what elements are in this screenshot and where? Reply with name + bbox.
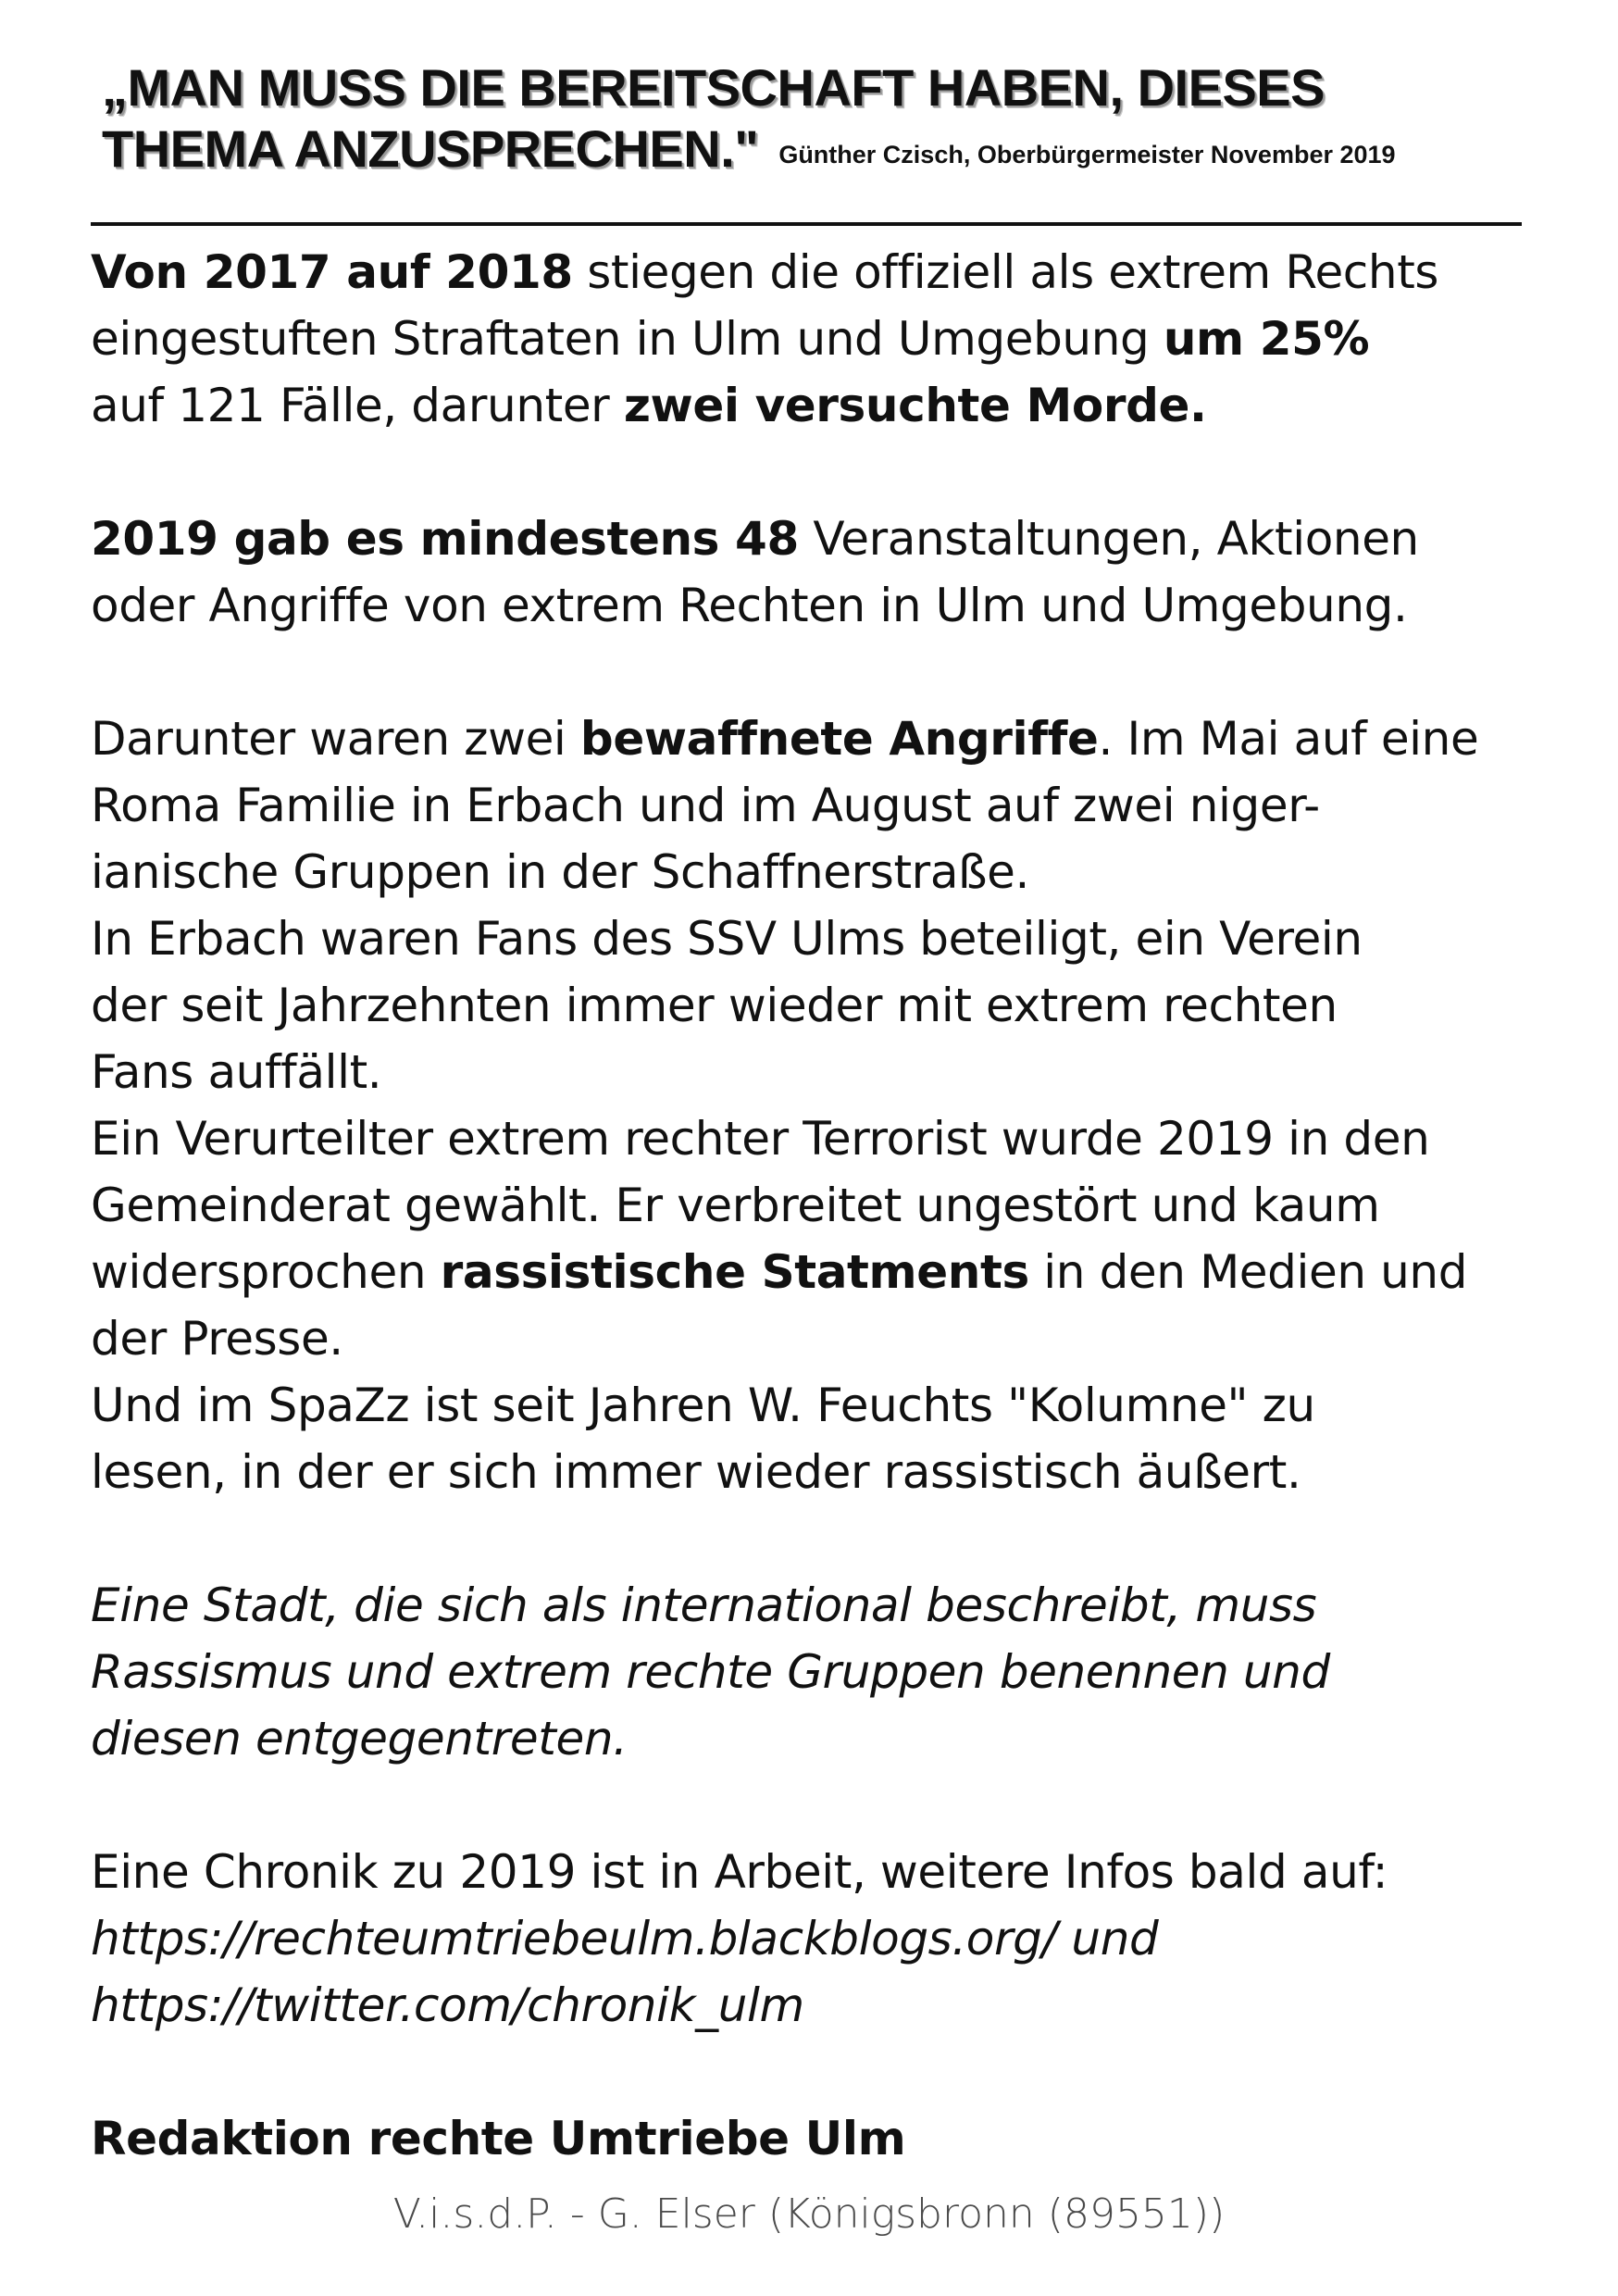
paragraph-gap (91, 639, 1553, 705)
text-line (91, 306, 1553, 372)
text-line: der Presse. (91, 1312, 343, 1366)
emphasis: um 25% (1163, 312, 1370, 366)
emphasis: bewaffnete Angriffe (579, 712, 1099, 766)
header-divider (91, 222, 1522, 226)
emphasis: 2019 gab es mindestens 48 (91, 512, 799, 566)
text-line (91, 505, 1553, 572)
text-line (91, 1239, 1553, 1305)
main-text (91, 239, 1553, 2172)
text-line (91, 372, 1553, 439)
paragraph-gap (91, 2039, 1553, 2105)
headline-line-1: „MAN MUSS DIE BEREITSCHAFT HABEN, DIESES (102, 58, 1325, 117)
headline-quote (102, 57, 1546, 185)
text-line: der seit Jahrzehnten immer wieder mit extrem rechten (91, 979, 1338, 1032)
text-line: Ein Verurteilter extrem rechter Terrorist wurde 2019 in den (91, 1112, 1430, 1166)
text-line: oder Angriffe von extrem Rechten in Ulm und Umgebung. (91, 579, 1408, 632)
paragraph-chronicle (91, 1839, 1553, 2039)
text-line (91, 239, 1553, 306)
text-run: Darunter waren zwei (91, 712, 580, 766)
text-run: . Im Mai auf eine (1098, 712, 1479, 766)
emphasis: Von 2017 auf 2018 (91, 245, 573, 299)
text-line: ianische Gruppen in der Schaffnerstraße. (91, 845, 1030, 899)
paragraph-appeal (91, 1572, 1553, 1772)
paragraph-gap (91, 1772, 1553, 1839)
paragraph-attacks (91, 705, 1553, 1505)
paragraph-events-2019 (91, 505, 1553, 639)
paragraph-statistics (91, 239, 1553, 439)
quote-attribution: Günther Czisch, Oberbürgermeister November 2019 (778, 141, 1396, 168)
text-line: diesen entgegentreten. (91, 1712, 628, 1766)
text-line: Roma Familie in Erbach und im August auf zwei niger- (91, 779, 1320, 832)
headline-line-2-text: THEMA ANZUSPRECHEN." (102, 119, 759, 178)
link-twitter[interactable]: https://twitter.com/chronik_ulm (91, 1978, 804, 2032)
text-run: in den Medien und (1028, 1245, 1468, 1299)
header (102, 57, 1546, 185)
emphasis: rassistische Statments (440, 1245, 1029, 1299)
text-line: Fans auffällt. (91, 1045, 382, 1099)
link-blog[interactable]: https://rechteumtriebeulm.blackblogs.org/ und (91, 1912, 1159, 1965)
emphasis: zwei versuchte Morde. (623, 379, 1207, 432)
imprint-footer: V.i.s.d.P. - G. Elser (Königsbronn (89551)) (392, 2190, 1226, 2238)
text-run: auf 121 Fälle, darunter (91, 379, 624, 432)
text-run: eingestuften Straftaten in Ulm und Umgebung (91, 312, 1164, 366)
text-line: Eine Chronik zu 2019 ist in Arbeit, weitere Infos bald auf: (91, 1845, 1388, 1899)
text-line: lesen, in der er sich immer wieder rassistisch äußert. (91, 1445, 1301, 1499)
text-run: Veranstaltungen, Aktionen (798, 512, 1419, 566)
text-line: In Erbach waren Fans des SSV Ulms beteiligt, ein Verein (91, 912, 1363, 966)
text-line: Rassismus und extrem rechte Gruppen benennen und (91, 1645, 1330, 1699)
text-line: Eine Stadt, die sich als international beschreibt, muss (91, 1578, 1317, 1632)
paragraph-gap (91, 1505, 1553, 1572)
signature: Redaktion rechte Umtriebe Ulm (91, 2112, 906, 2165)
text-line: Gemeinderat gewählt. Er verbreitet ungestört und kaum (91, 1179, 1380, 1232)
text-run: stiegen die offiziell als extrem Rechts (572, 245, 1439, 299)
text-run: widersprochen (91, 1245, 441, 1299)
text-line: Und im SpaZz ist seit Jahren W. Feuchts "Kolumne" zu (91, 1379, 1315, 1432)
paragraph-gap (91, 439, 1553, 505)
headline-line-2 (102, 119, 1546, 185)
text-line (91, 705, 1553, 772)
